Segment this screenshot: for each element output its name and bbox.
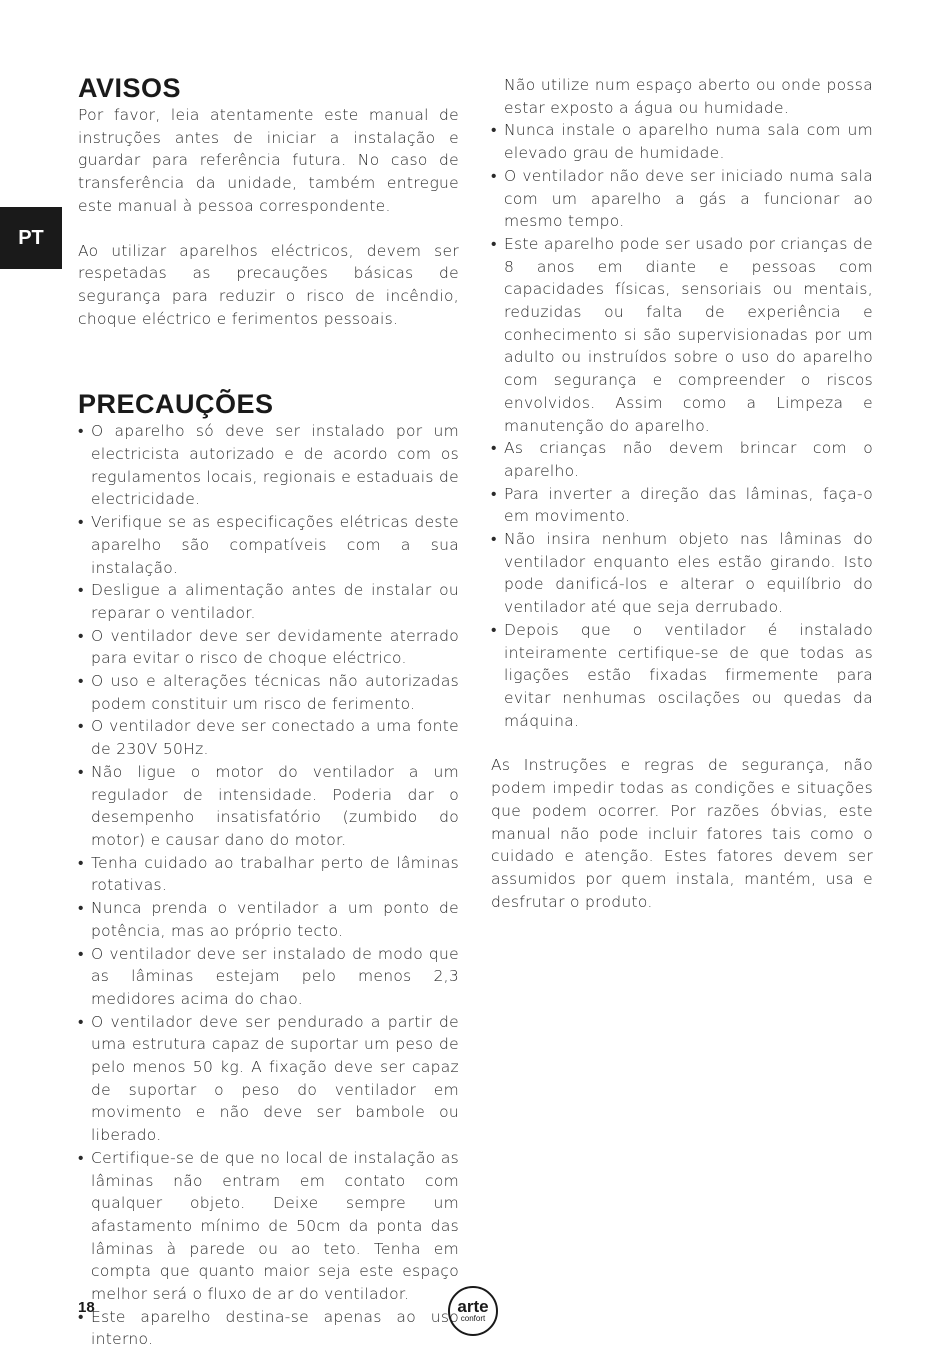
- logo-main-text: arte: [457, 1297, 489, 1316]
- list-item: • Não insira nenhum objeto nas lâminas do ventilador enquanto eles estão girando. Isto pode danificá-los e alterar o equilíbrio do ventilador até que seja derrubado.: [491, 528, 873, 619]
- left-column: [78, 72, 459, 1351]
- avisos-heading: AVISOS: [78, 73, 182, 103]
- list-item: • Nunca prenda o ventilador a um ponto de potência, mas ao próprio tecto.: [78, 897, 459, 942]
- list-item: • O uso e alterações técnicas não autorizadas podem constituir um risco de ferimento.: [78, 670, 459, 715]
- logo-sub-text: confort: [460, 1314, 486, 1323]
- list-item-continuation: Não utilize num espaço aberto ou onde possa estar exposto a água ou humidade.: [504, 76, 873, 117]
- precaucoes-heading: PRECAUÇÕES: [78, 389, 274, 420]
- list-item: • Para inverter a direção das lâminas, faça-o em movimento.: [491, 483, 873, 528]
- right-column: [491, 74, 873, 913]
- spacer: [78, 330, 459, 388]
- list-item: • O ventilador deve ser devidamente aterrado para evitar o risco de choque eléctrico.: [78, 625, 459, 670]
- list-item: • O ventilador não deve ser iniciado numa sala com um aparelho a gás a funcionar ao mesmo tempo.: [491, 165, 873, 233]
- list-item: • Desligue a alimentação antes de instalar ou reparar o ventilador.: [78, 579, 459, 624]
- precaucoes-list-left: [78, 420, 459, 1351]
- list-item: • Depois que o ventilador é instalado inteiramente certifique-se de que todas as ligações estão fixadas firmemente para evitar nenhumas oscilações ou quedas da máquina.: [491, 619, 873, 733]
- spacer: [78, 218, 459, 240]
- list-item: • O ventilador deve ser pendurado a partir de uma estrutura capaz de suportar um peso de pelo menos 50 kg. A fixação deve ser capaz de suportar o peso do ventilador em movimento e não deve ser bambole ou liberado.: [78, 1011, 459, 1147]
- list-item: • As crianças não devem brincar com o aparelho.: [491, 437, 873, 482]
- spacer: [491, 732, 873, 754]
- list-item: • O aparelho só deve ser instalado por um electricista autorizado e de acordo com os regulamentos locais, regionais e estaduais de electricidade.: [78, 420, 459, 511]
- list-item: • Tenha cuidado ao trabalhar perto de lâminas rotativas.: [78, 852, 459, 897]
- list-item: • Certifique-se de que no local de instalação as lâminas não entram em contato com qualquer objeto. Deixe sempre um afastamento mínimo de 50cm da ponta das lâminas à parede ou ao teto. Tenha em compta que quanto maior seja este espaço melhor será o fluxo de ar do ventilador.: [78, 1147, 459, 1306]
- list-item: • Verifique se as especificações elétricas deste aparelho são compatíveis com a sua instalação.: [78, 511, 459, 579]
- avisos-paragraph: Ao utilizar aparelhos eléctricos, devem ser respetadas as precauções básicas de segurança para reduzir o risco de incêndio, choque eléctrico e ferimentos pessoais.: [78, 241, 459, 328]
- arte-confort-logo: [448, 1286, 498, 1336]
- list-item: • O ventilador deve ser instalado de modo que as lâminas estejam pelo menos 2,3 medidores acima do chao.: [78, 943, 459, 1011]
- list-item: • Nunca instale o aparelho numa sala com um elevado grau de humidade.: [491, 119, 873, 164]
- list-item: • O ventilador deve ser conectado a uma fonte de 230V 50Hz.: [78, 715, 459, 760]
- list-item: • Não ligue o motor do ventilador a um regulador de intensidade. Poderia dar o desempenho insatisfatório (zumbido do motor) e causar dano do motor.: [78, 761, 459, 852]
- page-number: 18: [78, 1299, 95, 1316]
- list-item: • Este aparelho destina-se apenas ao uso interno.: [78, 1306, 459, 1351]
- list-item: • Este aparelho pode ser usado por crianças de 8 anos em diante e pessoas com capacidades físicas, sensoriais ou mentais, reduzidas ou falta de experiência e conhecimento si são supervisionadas por um adulto ou instruídos sobre o uso do aparelho com segurança e compreender o riscos envolvidos. Assim como a Limpeza e manutenção do aparelho.: [491, 233, 873, 437]
- language-tab: PT: [0, 207, 62, 269]
- closing-paragraph: As Instruções e regras de segurança, não podem impedir todas as condições e situações que podem ocorrer. Por razões óbvias, este manual não pode incluir fatores tais como o cuidado e atenção. Estes fatores devem ser assumidos por quem instala, mantém, usa e desfrutar o produto.: [491, 756, 873, 911]
- avisos-paragraph: Por favor, leia atentamente este manual de instruções antes de iniciar a instalação e guardar para referência futura. No caso de transferência da unidade, também entregue este manual à pessoa correspondente.: [78, 106, 459, 215]
- precaucoes-list-right: [491, 119, 873, 732]
